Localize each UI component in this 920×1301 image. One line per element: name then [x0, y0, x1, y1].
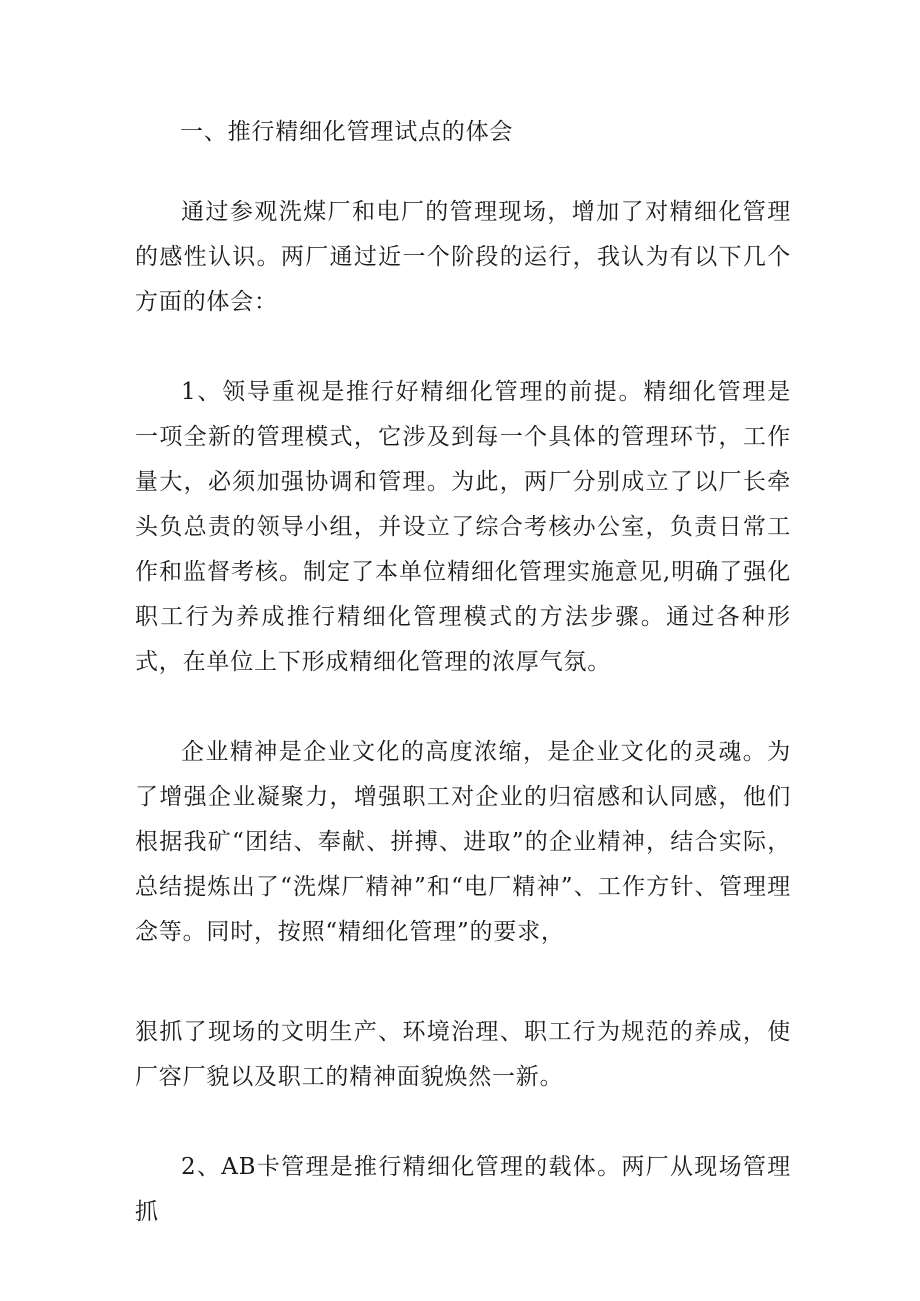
paragraph-leadership: 1、领导重视是推行好精细化管理的前提。精细化管理是一项全新的管理模式，它涉及到每一个具体的管理环节，工作量大，必须加强协调和管理。为此，两厂分别成立了以厂长牵头负总责的领导小组，并设立了综合考核办公室，负责日常工作和监督考核。制定了本单位精细化管理实施意见,明确了强化职工行为养成推行精细化管理模式的方法步骤。通过各种形式，在单位上下形成精细化管理的浓厚气氛。: [135, 379, 791, 675]
paragraph-enterprise-spirit: 企业精神是企业文化的高度浓缩，是企业文化的灵魂。为了增强企业凝聚力，增强职工对企业的归宿感和认同感，他们根据我矿“团结、奉献、拼搏、进取”的企业精神，结合实际，总结提炼出了“洗煤厂精神”和“电厂精神”、工作方针、管理理念等。同时，按照“精细化管理”的要求，: [135, 739, 791, 945]
section-heading: 一、推行精细化管理试点的体会: [180, 119, 514, 145]
paragraph-continuation: 狠抓了现场的文明生产、环境治理、职工行为规范的养成，使厂容厂貌以及职工的精神面貌焕然一新。: [135, 1019, 791, 1090]
paragraph-ab-card: 2、AB卡管理是推行精细化管理的载体。两厂从现场管理抓: [135, 1154, 791, 1225]
paragraph-intro: 通过参观洗煤厂和电厂的管理现场，增加了对精细化管理的感性认识。两厂通过近一个阶段的运行，我认为有以下几个方面的体会：: [135, 199, 791, 315]
